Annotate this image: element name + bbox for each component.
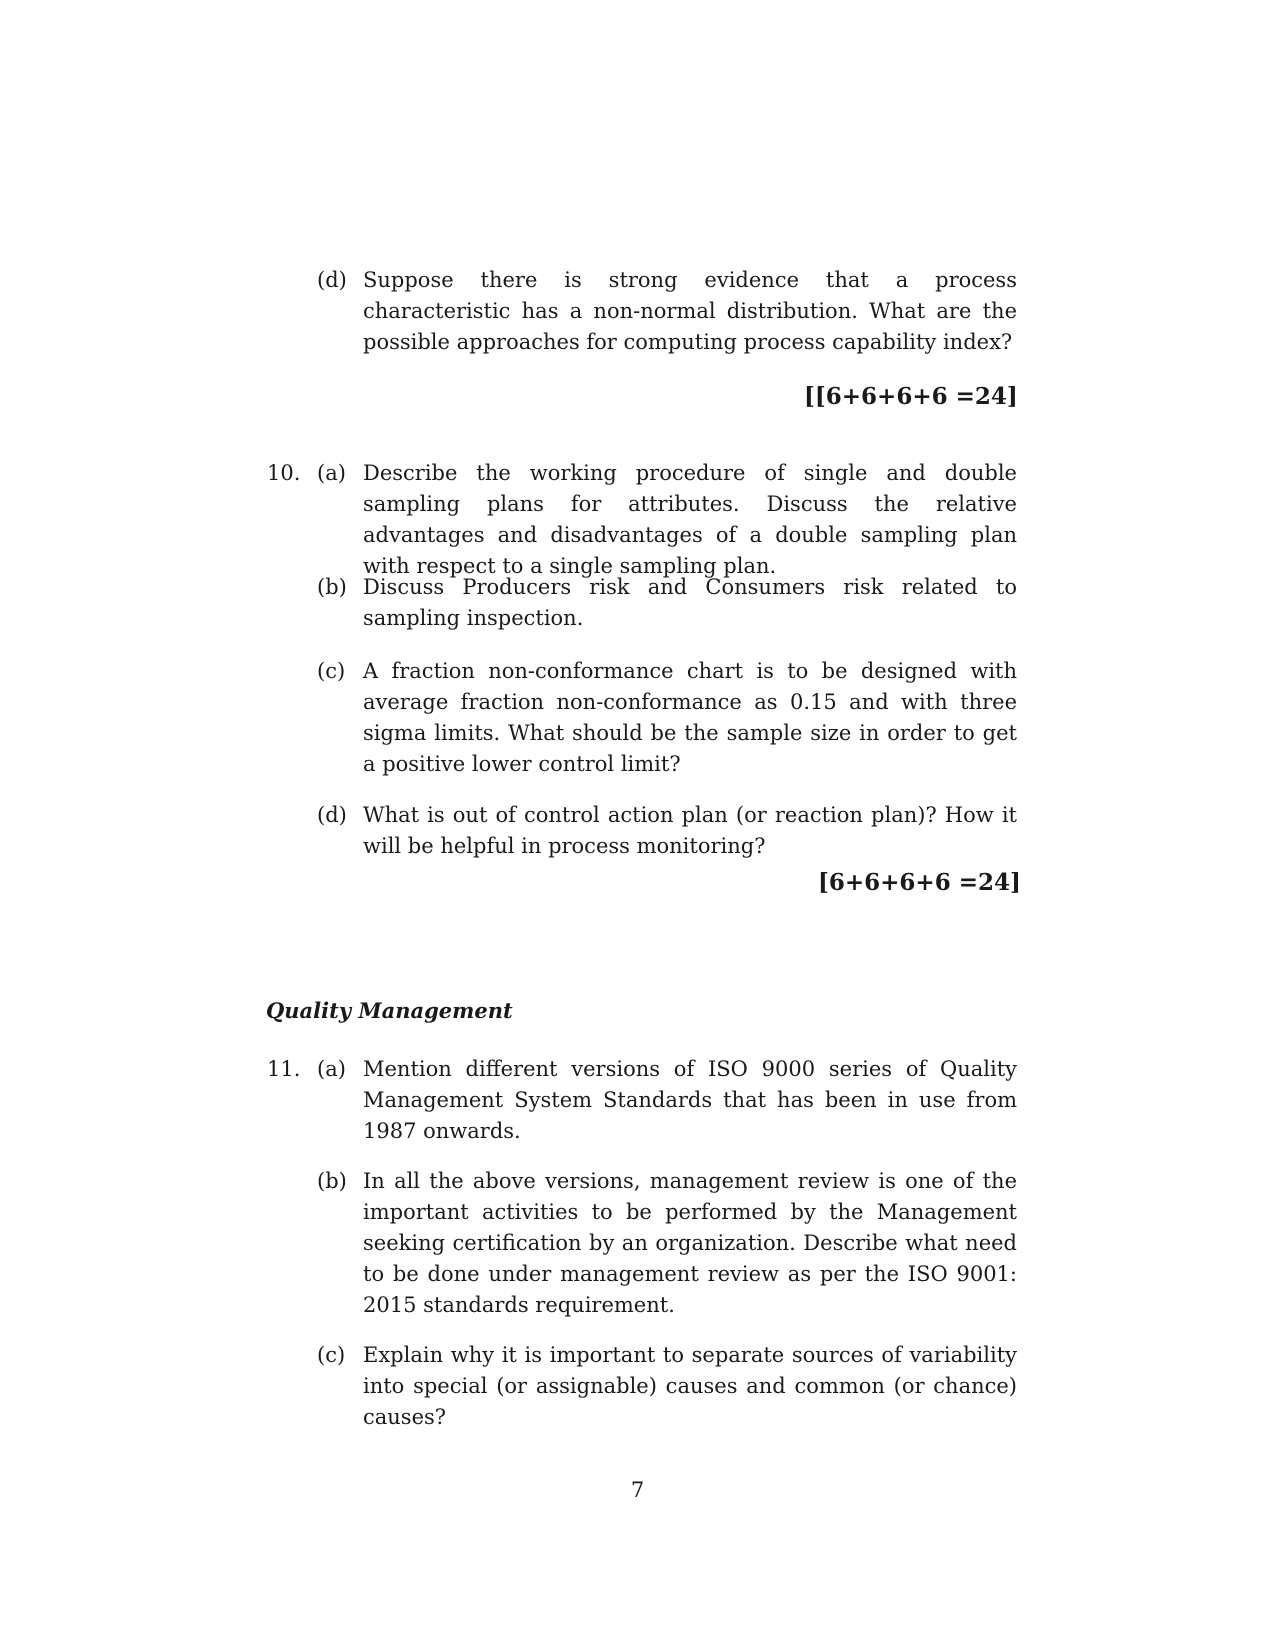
q11-part-b <box>317 1166 1017 1321</box>
part-label: (d) <box>317 268 347 292</box>
part-label: (a) <box>317 461 346 485</box>
q9-marks: [[6+6+6+6 =24] <box>804 383 1018 410</box>
part-text: Discuss Producers risk and Consumers risk related to sampling inspection. <box>363 575 1017 630</box>
part-label: (b) <box>317 575 347 599</box>
q10-marks: [6+6+6+6 =24] <box>818 869 1021 896</box>
q11-part-c <box>317 1340 1017 1433</box>
page-number: 7 <box>630 1478 645 1502</box>
part-label: (d) <box>317 803 347 827</box>
section-heading: Quality Management <box>266 998 513 1023</box>
part-label: (a) <box>317 1057 346 1081</box>
part-text: In all the above versions, management review is one of the important activities to be performed by the Management seeking certification by an organization. Describe what need to be done under management review as per the ISO 9001: 2015 standards requirement. <box>363 1169 1017 1317</box>
q10-part-d <box>317 800 1017 862</box>
question-number: 11. <box>267 1057 301 1081</box>
q10-part-c <box>317 656 1017 780</box>
q11-part-a <box>267 1054 1017 1147</box>
question-number: 10. <box>267 461 301 485</box>
part-text: A fraction non-conformance chart is to be designed with average fraction non-conformance as 0.15 and with three sigma limits. What should be the sample size in order to get a positive lower control limit? <box>363 659 1017 776</box>
part-text: What is out of control action plan (or reaction plan)? How it will be helpful in process monitoring? <box>363 803 1017 858</box>
part-label: (c) <box>317 659 346 683</box>
q10-part-a <box>267 458 1017 582</box>
part-label: (c) <box>317 1343 346 1367</box>
part-text: Describe the working procedure of single and double sampling plans for attributes. Discuss the relative advantages and disadvantages of a double sampling plan with respect to a single sampling plan. <box>363 461 1017 578</box>
part-text: Suppose there is strong evidence that a process characteristic has a non-normal distribution. What are the possible approaches for computing process capability index? <box>363 268 1017 354</box>
part-text: Mention different versions of ISO 9000 series of Quality Management System Standards that has been in use from 1987 onwards. <box>363 1057 1017 1143</box>
part-label: (b) <box>317 1169 347 1193</box>
q9-part-d <box>317 265 1017 358</box>
part-text: Explain why it is important to separate sources of variability into special (or assignable) causes and common (or chance) causes? <box>363 1343 1017 1429</box>
q10-part-b <box>317 572 1017 634</box>
